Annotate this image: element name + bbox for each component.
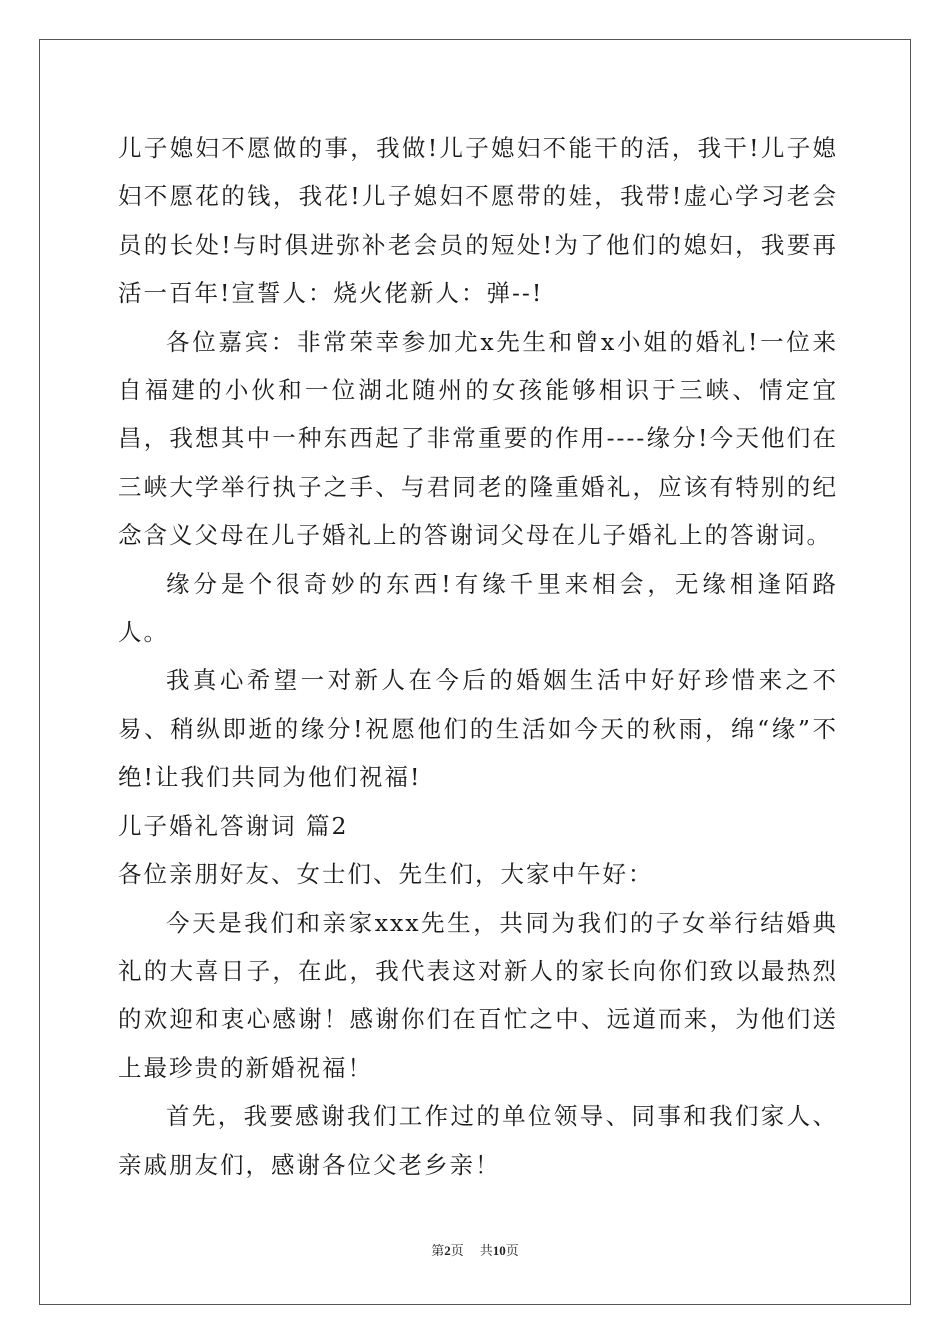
paragraph-welcome: 今天是我们和亲家xxx先生，共同为我们的子女举行结婚典礼的大喜日子，在此，我代表这对新人的家长向你们致以最热烈的欢迎和衷心感谢！感谢你们在百忙之中、远道而来，为他们送上最珍贵的新婚祝福！	[118, 908, 838, 1082]
paragraph-fate: 缘分是个很奇妙的东西!有缘千里来相会，无缘相逢陌路人。	[118, 569, 838, 647]
total-suffix: 页	[505, 1243, 519, 1258]
section-heading: 儿子婚礼答谢词 篇2	[118, 811, 349, 840]
paragraph-salutation: 各位亲朋好友、女士们、先生们，大家中午好：	[118, 860, 654, 889]
paragraph-guests-greeting: 各位嘉宾：非常荣幸参加尤x先生和曾x小姐的婚礼!一位来自福建的小伙和一位湖北随州的女孩能够相识于三峡、情定宜昌，我想其中一种东西起了非常重要的作用----缘分!今天他们在三峡大学举行执子之手、与君同老的隆重婚礼，应该有特别的纪念含义父母在儿子婚礼上的答谢词父母在儿子婚礼上的答谢词。	[118, 327, 838, 550]
page-number: 2	[444, 1243, 451, 1258]
paragraph-vow: 儿子媳妇不愿做的事，我做!儿子媳妇不能干的活，我干!儿子媳妇不愿花的钱，我花!儿子媳妇不愿带的娃，我带!虚心学习老会员的长处!与时俱进弥补老会员的短处!为了他们的媳妇，我要再活一百年!宣誓人：烧火佬新人：弹--!	[118, 134, 838, 308]
paragraph-thanks: 首先，我要感谢我们工作过的单位领导、同事和我们家人、亲戚朋友们，感谢各位父老乡亲！	[118, 1102, 838, 1179]
document-body	[118, 124, 838, 1189]
page-suffix: 页	[450, 1243, 464, 1258]
page-footer	[0, 1240, 950, 1259]
paragraph-blessing: 我真心希望一对新人在今后的婚姻生活中好好珍惜来之不易、稍纵即逝的缘分!祝愿他们的生活如今天的秋雨，绵“缘”不绝!让我们共同为他们祝福!	[118, 666, 838, 792]
total-pages: 10	[492, 1243, 506, 1258]
total-prefix: 共	[479, 1243, 493, 1258]
page-prefix: 第	[431, 1243, 445, 1258]
